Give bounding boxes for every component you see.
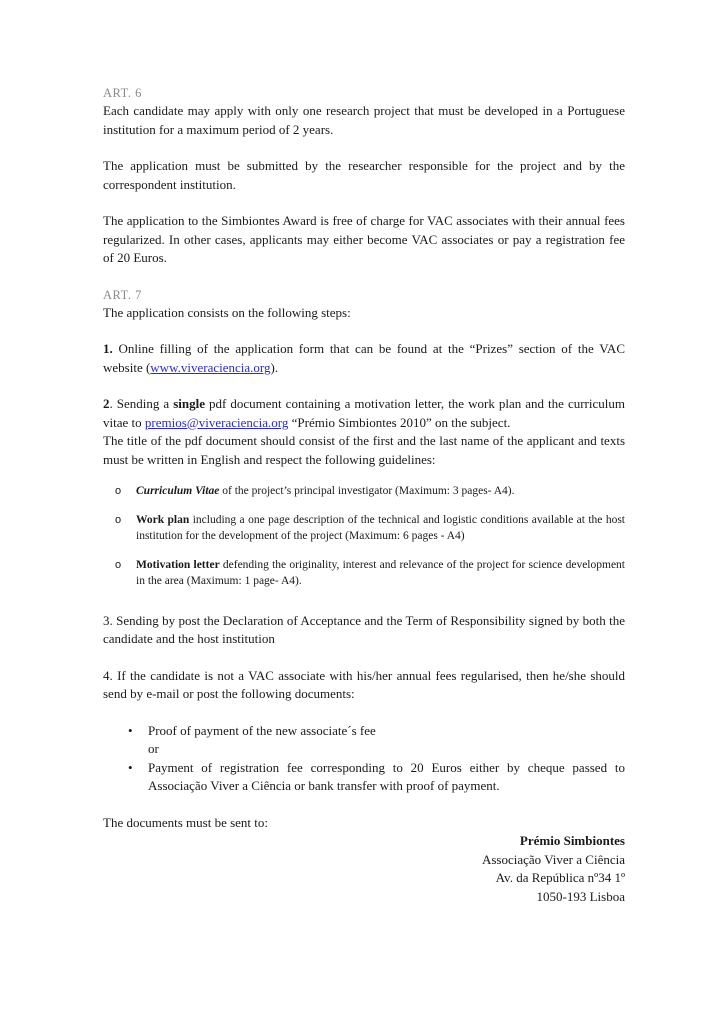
mailing-address	[103, 832, 625, 906]
guideline-label: Work plan	[136, 513, 190, 526]
step-2-text-c: “Prémio Simbiontes 2010” on the subject.	[288, 414, 511, 430]
guideline-label: Motivation letter	[136, 558, 220, 571]
step-1-text: Online filling of the application form that can be found at the “Prizes” section of the VAC website (	[103, 341, 625, 375]
step-2-text-a: . Sending a	[109, 396, 174, 411]
bullet-icon: •	[128, 759, 133, 775]
guidelines-list	[103, 483, 625, 590]
circle-bullet-icon: o	[115, 558, 122, 571]
list-item	[103, 557, 625, 590]
art6-heading: ART. 6	[103, 86, 142, 100]
step-4: 4. If the candidate is not a VAC associate with his/her annual fees regularised, then he/she should send by e-mail or post the following documents:	[103, 667, 625, 701]
step-2-text-b: pdf document containing a motivation letter, the work plan and the curriculum vitae to	[103, 396, 625, 430]
guideline-text: including a one page description of the technical and logistic conditions available at the host institution for the development of the project (Maximum: 6 pages - A4)	[136, 513, 625, 542]
document-text: Payment of registration fee corresponding to 20 Euros either by cheque passed to Associação Viver a Ciência or bank transfer with proof of payment.	[148, 759, 625, 793]
list-item	[103, 512, 625, 545]
guideline-label: Curriculum Vitae	[136, 485, 220, 497]
documents-list	[103, 722, 625, 796]
document-page	[103, 84, 625, 906]
step-2-note: The title of the pdf document should consist of the first and the last name of the applicant and texts must be written in English and respect the following guidelines:	[103, 433, 625, 467]
bullet-icon: •	[128, 722, 133, 738]
send-to-text: The documents must be sent to:	[103, 814, 269, 830]
document-or: or	[148, 741, 159, 756]
step-3: 3. Sending by post the Declaration of Acceptance and the Term of Responsibility signed by both the candidate and the host institution	[103, 612, 625, 646]
circle-bullet-icon: o	[115, 485, 122, 497]
address-line-3: 1050-193 Lisboa	[536, 888, 625, 904]
step-1-number: 1.	[103, 341, 113, 356]
art6-paragraph-2: The application must be submitted by the researcher responsible for the project and by the correspondent institution.	[103, 158, 625, 192]
address-name: Prémio Simbiontes	[519, 833, 625, 848]
website-link[interactable]: www.viveraciencia.org	[150, 359, 271, 375]
step-2	[103, 395, 625, 432]
address-line-2: Av. da República nº34 1º	[495, 870, 625, 885]
circle-bullet-icon: o	[115, 513, 122, 526]
step-1	[103, 340, 625, 377]
document-text: Proof of payment of the new associate´s fee	[148, 722, 376, 738]
guideline-text: of the project’s principal investigator (Maximum: 3 pages- A4).	[219, 485, 515, 497]
art6-paragraph-1: Each candidate may apply with only one research project that must be developed in a Portuguese institution for a maximum period of 2 years.	[103, 103, 625, 137]
list-item	[103, 722, 625, 759]
art7-heading: ART. 7	[103, 287, 142, 302]
list-item	[103, 759, 625, 796]
step-1-after: ).	[270, 359, 279, 375]
art6-paragraph-3: The application to the Simbiontes Award is free of charge for VAC associates with their annual fees regularized. In other cases, applicants may either become VAC associates or pay a registration fee of 20 Euros.	[103, 213, 625, 265]
guideline-text: defending the originality, interest and relevance of the project for science development in the area (Maximum: 1 page- A4).	[136, 558, 625, 587]
list-item	[103, 483, 625, 500]
art7-intro: The application consists on the following steps:	[103, 304, 351, 320]
step-2-bold: single	[173, 396, 206, 411]
email-link[interactable]: premios@viveraciencia.org	[144, 414, 289, 430]
address-line-1: Associação Viver a Ciência	[481, 851, 625, 867]
step-2-number: 2	[103, 396, 110, 411]
